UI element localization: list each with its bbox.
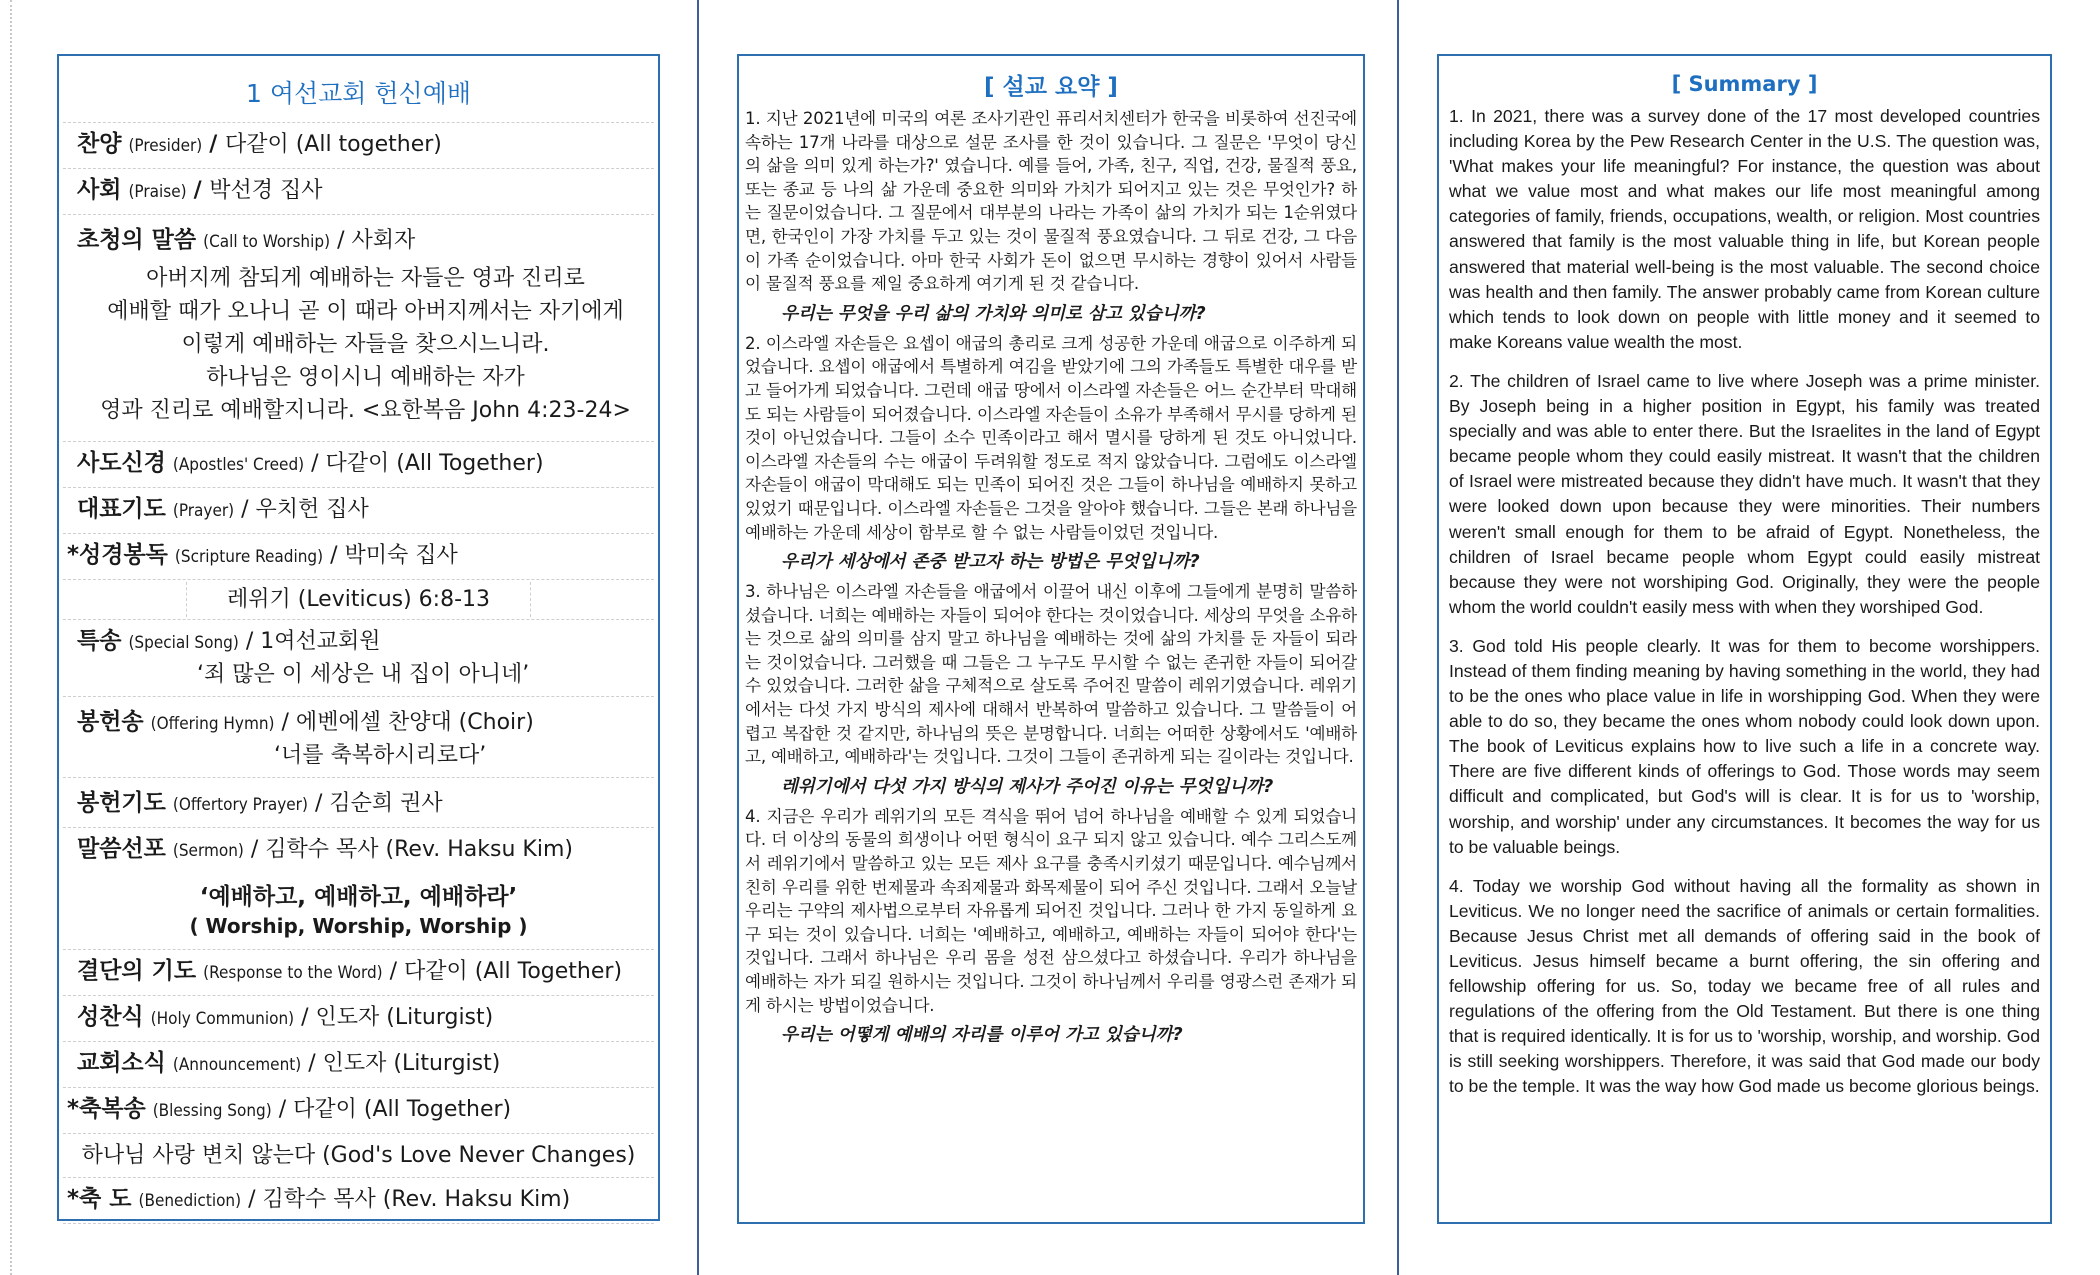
item-sub: (Holy Communion)	[150, 1009, 295, 1029]
item-offering-hymn	[63, 697, 654, 778]
blessing-song-title-text: 하나님 사랑 변치 않는다 (God's Love Never Changes)	[81, 1143, 636, 1168]
item-sub: (Special Song)	[128, 633, 239, 653]
item-sub: (Offering Hymn)	[150, 714, 275, 734]
item-call-to-worship	[63, 215, 654, 442]
item-response	[63, 950, 654, 996]
special-song-title: ‘죄 많은 이 세상은 내 집이 아니네’	[197, 662, 530, 687]
scripture-reference: 레위기 (Leviticus) 6:8-13	[186, 582, 531, 617]
korean-summary-panel	[737, 54, 1365, 1224]
item-sub: (Benediction)	[138, 1191, 242, 1211]
english-paragraph-4: 4. Today we worship God without having all the formality as shown in Leviticus. We no longer need the sacrifice of animals or certain formalities. Because Jesus Christ met all demands of offering said in the book of Leviticus. Jesus himself became a burnt offering, the sin offering and fellowship offering for us. So, today we became free of all rules and regulations of the offering from the Old Testament. But there is one thing that is required identically. It is for us to 'worship, worship, and worship. God is still seeking worshippers. Therefore, it was said that God made our body to be the temple. It was the way how God made us become glorious beings.	[1449, 875, 2040, 1097]
item-label: 말씀선포	[77, 836, 166, 862]
item-sermon	[63, 828, 654, 873]
korean-paragraph-2: 2. 이스라엘 자손들은 요셉이 애굽의 총리로 크게 성공한 가운데 애굽으로 이주하게 되었습니다. 요셉이 애굽에서 특별하게 여김을 받았기에 그의 가족들도 특별한 대우를 받고 들어가게 되었습니다. 그런데 애굽 땅에서 이스라엘 자손들은 어느 순간부터 막대해도 되는 사람들이 되어졌습니다. 이스라엘 자손들이 소유가 부족해서 무시를 당하게 된 것이 아닌었습니다. 그들이 소수 민족이라고 해서 멸시를 당하게 된 것도 아니었니다. 이스라엘 자손들의 수는 애굽이 두려워할 정도로 적지 않았습니다. 그럼에도 이스라엘 자손들이 애굽이 막대해도 되는 민족이 되어진 것은 그들이 하나님을 예배하지 못하고 있었기 때문입니다. 이스라엘 자손들은 그것을 알아야 했습니다. 그들은 본래 하나님을 예배하는 가운데 세상이 함부로 할 수 없는 사람들이었던 것입니다.	[745, 333, 1357, 542]
item-label: 성찬식	[77, 1004, 144, 1030]
column-divider-1	[697, 0, 699, 1275]
korean-question-3: 레위기에서 다섯 가지 방식의 제사가 주어진 이유는 무엇입니까?	[781, 776, 1274, 797]
english-paragraph-1: 1. In 2021, there was a survey done of the 17 most developed countries including Korea by the Pew Research Center in the U.S. The question was, 'What makes your life meaningful? For instance, the question was about what we value most and what makes our life most meaningful among categories of family, friends, occupations, wealth, or religion. Most countries answered that family is the most valuable thing in life, but Korean people answered that material well-being is the most valuable. The second choice was health and then family. The answer probably came from Korean culture which tends to look down on people with little money and it seemed to make Koreans value wealth the most.	[1449, 106, 2040, 352]
item-leader: / 우치헌 집사	[241, 497, 369, 522]
item-label: 초청의 말씀	[77, 227, 197, 253]
korean-summary-title: [ 설교 요약 ]	[984, 74, 1118, 100]
item-sub: (Offertory Prayer)	[172, 795, 308, 815]
english-paragraph-2: 2. The children of Israel came to live where Joseph was a prime minister. By Joseph being in a higher position in Egypt, his family was treated specially and was able to enter there. But the Israelites in the land of Egypt became people whom they could easily mistreat. It wasn't that the children of Israel were mistreated because they didn't have much. It wasn't that they were looked down upon because they were minorities. Their numbers weren't small enough for them to be afraid of Egypt. Nonetheless, the children of Israel became people whom Egypt could easily mistreat because they were not worshiping God. Originally, they were the people whom the world couldn't easily mess with when they worshiped God.	[1449, 370, 2040, 617]
item-praise	[63, 123, 654, 169]
item-leader: / 박미숙 집사	[330, 543, 458, 568]
slash: /	[193, 178, 210, 203]
item-label: 대표기도	[77, 496, 166, 522]
scripture-reference-row	[63, 580, 654, 620]
offering-hymn-title: ‘너를 축복하시리로다’	[274, 743, 487, 768]
service-title: 1 여선교회 헌신예배	[63, 64, 654, 123]
item-label: 특송	[77, 628, 122, 654]
call-to-worship-text	[77, 258, 654, 435]
item-leader: / 김학수 목사 (Rev. Haksu Kim)	[248, 1187, 571, 1212]
item-presider	[63, 169, 654, 215]
call-line: 하나님은 영이시니 예배하는 자가	[206, 365, 525, 390]
item-label: *성경봉독	[67, 542, 168, 568]
item-offertory-prayer	[63, 778, 654, 828]
sermon-title	[63, 873, 654, 950]
call-line: 아버지께 참되게 예배하는 자들은 영과 진리로	[146, 266, 585, 291]
call-line: 이렇게 예배하는 자들을 찾으시느니라.	[181, 332, 550, 357]
item-leader: / 다같이 (All Together)	[278, 1097, 512, 1122]
item-label: *축 도	[67, 1186, 132, 1212]
item-special-song	[63, 620, 654, 697]
item-leader: 다같이 (All together)	[224, 132, 442, 157]
item-label: 봉헌송	[77, 709, 144, 735]
item-sub: (Praise)	[128, 182, 187, 202]
item-sub: (Blessing Song)	[152, 1101, 272, 1121]
sermon-title-english: ( Worship, Worship, Worship )	[189, 914, 528, 938]
item-sub: (Response to the Word)	[203, 963, 383, 983]
item-leader: / 인도자 (Liturgist)	[301, 1005, 494, 1030]
item-sub: (Sermon)	[172, 841, 244, 861]
item-leader: / 에벤에셀 찬양대 (Choir)	[281, 710, 534, 735]
fold-guide-left	[10, 0, 12, 1275]
item-label: 사회	[77, 177, 122, 203]
item-leader: / 1여선교회원	[245, 629, 381, 654]
slash: /	[209, 132, 225, 157]
item-sub: (Presider)	[128, 136, 203, 156]
item-sub: (Scripture Reading)	[174, 547, 324, 567]
item-sub: (Apostles' Creed)	[172, 455, 305, 475]
item-holy-communion	[63, 996, 654, 1042]
item-leader: / 김순희 권사	[314, 791, 443, 816]
call-line: 예배할 때가 오나니 곧 이 때라 아버지께서는 자기에게	[107, 299, 624, 324]
item-sub: (Announcement)	[172, 1055, 302, 1075]
item-leader: / 다같이 (All Together)	[389, 959, 623, 984]
korean-question-1: 우리는 무엇을 우리 삶의 가치와 의미로 삼고 있습니까?	[781, 303, 1206, 324]
call-line: 영과 진리로 예배할지니라. <요한복음 John 4:23-24>	[100, 398, 631, 423]
item-leader: 사회자	[351, 228, 416, 253]
item-label: *축복송	[67, 1096, 146, 1122]
item-prayer	[63, 488, 654, 534]
sermon-title-korean: ‘예배하고, 예배하고, 예배하라’	[199, 884, 518, 910]
korean-question-2: 우리가 세상에서 존중 받고자 하는 방법은 무엇입니까?	[781, 552, 1200, 573]
column-divider-2	[1397, 0, 1399, 1275]
item-leader: / 다같이 (All Together)	[311, 451, 544, 476]
korean-paragraph-4: 4. 지금은 우리가 레위기의 모든 격식을 뛰어 넘어 하나님을 예배할 수 있게 되었습니다. 더 이상의 동물의 희생이나 어떤 형식이 요구 되지 않고 있습니다. 예수 그리스도께서 레위기에서 말씀하고 있는 모든 제사 요구를 충족시키셨기 때문입니다. 예수님께서 친히 우리를 위한 번제물과 속죄제물과 화목제물이 되어 주신 것입니다. 그래서 오늘날 우리는 구약의 제사법으로부터 자유롭게 되어진 것입니다. 그러나 한 가지 동일하게 요구 되는 것이 있습니다. 너희는 '예배하고, 예배하고, 예배하는 자들이 되어야 한다'는 것입니다. 그래서 하나님은 우리 몸을 성전 삼으셨다고 하셨습니다. 우리가 하나님을 예배하는 자가 되길 원하시는 것입니다. 그것이 하나님께서 우리를 영광스런 존재가 되게 하시는 방법이었습니다.	[745, 806, 1357, 1015]
slash: /	[337, 228, 352, 253]
item-label: 결단의 기도	[77, 958, 197, 984]
item-blessing-song	[63, 1088, 654, 1134]
item-benediction	[63, 1178, 654, 1224]
english-paragraph-3: 3. God told His people clearly. It was for them to become worshippers. Instead of them finding meaning by having something in the world, they had to be the ones who place value in life in worshipping God. When they were able to do so, they became the ones whom nobody could look down upon. The book of Leviticus explains how to live such a life in a concrete way. There are five different kinds of offerings to God. Those words may seem difficult and complicated, but God's will is clear. It is for us to 'worship, worship, and worship' under any circumstances. It becomes the way for us to be valuable beings.	[1449, 635, 2040, 857]
item-leader: / 김학수 목사 (Rev. Haksu Kim)	[250, 837, 573, 862]
blessing-song-title	[63, 1134, 654, 1178]
korean-paragraph-1: 1. 지난 2021년에 미국의 여론 조사기관인 퓨리서치센터가 한국을 비롯하여 선진국에 속하는 17개 나라를 대상으로 설문 조사를 한 것이 있습니다. 그 질문은 '무엇이 당신의 삶을 의미 있게 하는가?' 였습니다. 예를 들어, 가족, 친구, 직업, 건강, 물질적 풍요, 또는 종교 등 나의 삶 가운데 중요한 의미와 가치가 되어지고 있는 것은 무엇인가? 하는 질문이었습니다. 그 질문에서 대부분의 나라는 가족이 삶의 가치가 되는 1순위였다면, 한국인이 가장 가치를 두고 있는 것이 물질적 풍요였습니다. 그 뒤로 건강, 그 다음이 가족 순이었습니다. 아마 한국 사회가 돈이 없으면 무시하는 경향이 있어서 사람들이 물질적 풍요를 제일 중요하게 여기게 된 것 같습니다.	[745, 109, 1357, 294]
korean-paragraph-3: 3. 하나님은 이스라엘 자손들을 애굽에서 이끌어 내신 이후에 그들에게 분명히 말씀하셨습니다. 너희는 예배하는 자들이 되어야 한다는 것이었습니다. 세상의 무엇을 소유하는 것으로 삶의 의미를 삼지 말고 하나님을 예배하는 것에 삶의 가치를 둔 자들이 되라는 것이었습니다. 그러했을 때 그들은 그 누구도 무시할 수 없는 존귀한 자들이 되어갈 수 있었습니다. 그러한 삶을 구체적으로 살도록 주어진 말씀이 레위기였습니다. 레위기에서는 다섯 가지 방식의 제사에 대해서 반복하여 말씀하고 있습니다. 그 말씀들이 어렵고 복잡한 것 같지만, 하나님의 뜻은 분명합니다. 너희는 어떠한 상황에서도 '예배하고, 예배하고, 예배하라'는 것입니다. 그것이 그들이 존귀하게 되는 길이라는 것입니다.	[745, 582, 1357, 767]
item-leader: 박선경 집사	[209, 178, 323, 203]
item-label: 찬양	[77, 131, 122, 157]
order-of-worship-panel	[57, 54, 660, 1221]
item-scripture-reading	[63, 534, 654, 580]
english-summary-panel	[1437, 54, 2052, 1224]
item-apostles-creed	[63, 442, 654, 488]
item-label: 사도신경	[77, 450, 166, 476]
item-label: 교회소식	[77, 1050, 166, 1076]
item-sub: (Call to Worship)	[203, 232, 331, 252]
item-announcement	[63, 1042, 654, 1088]
item-sub: (Prayer)	[172, 501, 235, 521]
item-label: 봉헌기도	[77, 790, 166, 816]
item-leader: / 인도자 (Liturgist)	[308, 1051, 501, 1076]
korean-question-4: 우리는 어떻게 예배의 자리를 이루어 가고 있습니까?	[781, 1025, 1183, 1046]
english-summary-title: [ Summary ]	[1671, 72, 1818, 96]
